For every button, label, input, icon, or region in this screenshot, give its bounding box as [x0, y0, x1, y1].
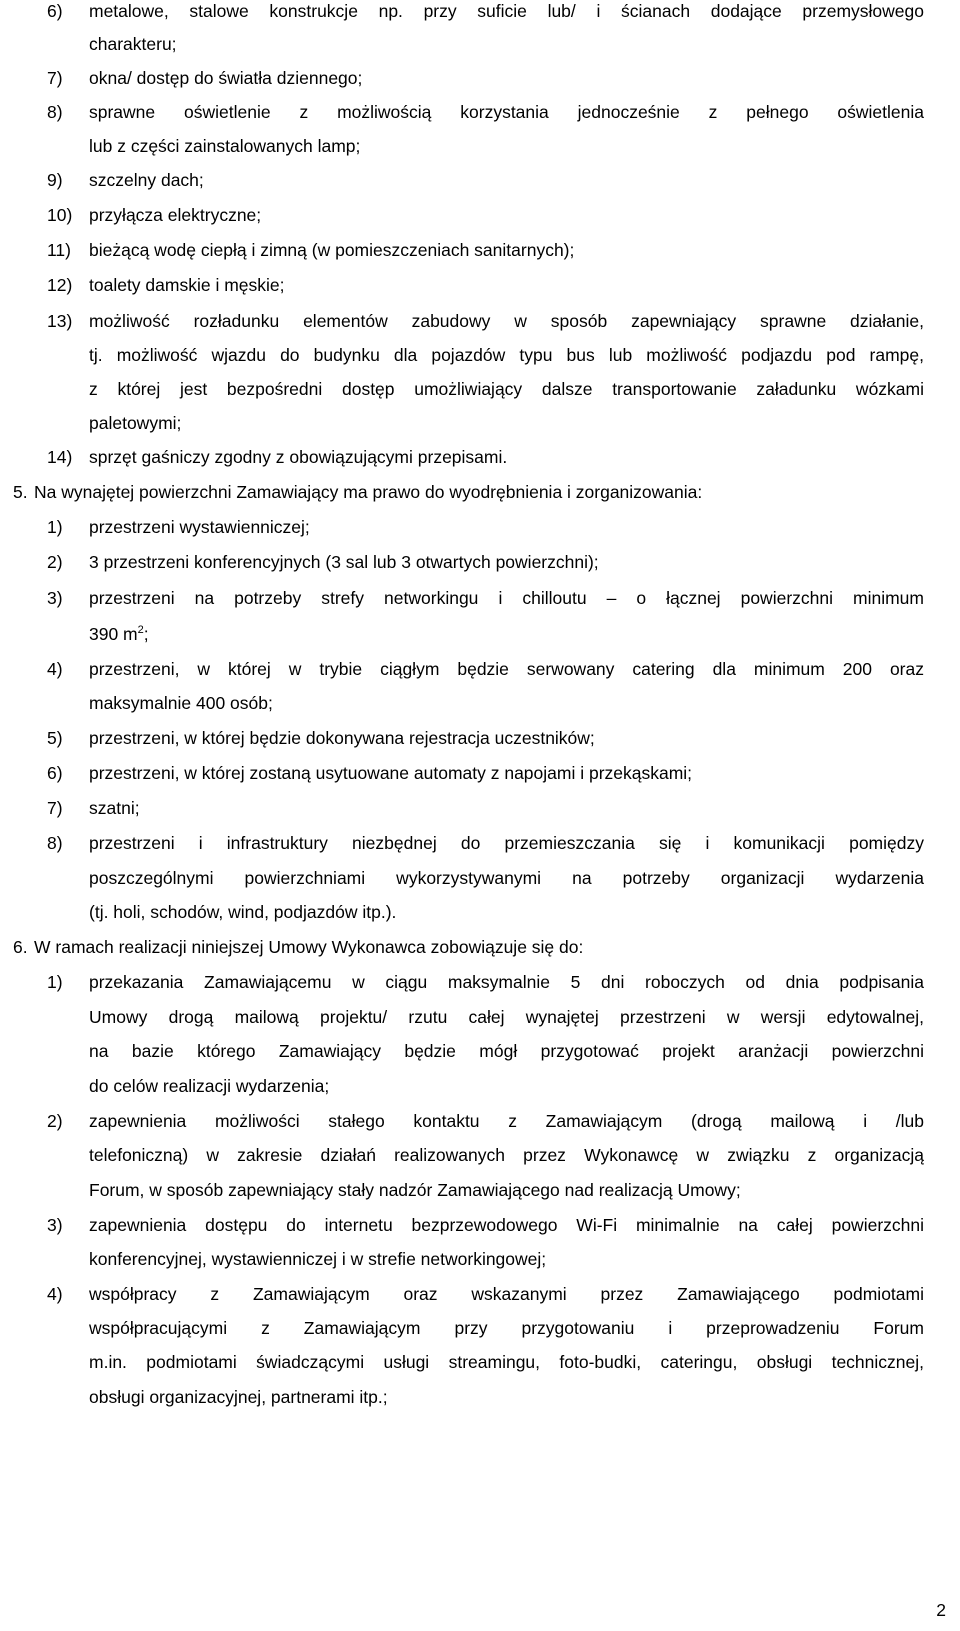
list-item-text: sprawne oświetlenie z możliwością korzystania jednocześnie z pełnego oświetlenia	[89, 102, 924, 122]
list-item-text: metalowe, stalowe konstrukcje np. przy suficie lub/ i ścianach dodające przemysłowego	[89, 1, 924, 21]
area-value: 390 m	[89, 624, 138, 644]
list-item-text: 3 przestrzeni konferencyjnych (3 sal lub 3 otwartych powierzchni);	[89, 552, 599, 572]
list-item-number: 13)	[47, 311, 73, 331]
list-item-text: na bazie którego Zamawiający będzie mógł przygotować projekt aranżacji powierzchni	[89, 1041, 924, 1061]
list-item-text: maksymalnie 400 osób;	[89, 693, 273, 713]
list-item-number: 2)	[47, 1111, 63, 1131]
list-item-text: telefoniczną) w zakresie działań realizowanych przez Wykonawcę w związku z organizacją	[89, 1145, 924, 1165]
section-number: 6.	[13, 937, 28, 957]
list-item-text: zapewnienia dostępu do internetu bezprzewodowego Wi-Fi minimalnie na całej powierzchni	[89, 1215, 924, 1235]
list-item-text: do celów realizacji wydarzenia;	[89, 1076, 330, 1096]
list-item-text: przestrzeni, w której będzie dokonywana rejestracja uczestników;	[89, 728, 595, 748]
list-item-text: współpracy z Zamawiającym oraz wskazanymi przez Zamawiającego podmiotami	[89, 1284, 924, 1304]
list-item-number: 8)	[47, 102, 63, 122]
list-item-text: obsługi organizacyjnej, partnerami itp.;	[89, 1387, 388, 1407]
list-item-text: współpracującymi z Zamawiającym przy przygotowaniu i przeprowadzeniu Forum	[89, 1318, 924, 1338]
list-item-text: przestrzeni, w której w trybie ciągłym będzie serwowany catering dla minimum 200 oraz	[89, 659, 924, 679]
list-item-text: przestrzeni na potrzeby strefy networkingu i chilloutu – o łącznej powierzchni minimum	[89, 588, 924, 608]
list-item-text: lub z części zainstalowanych lamp;	[89, 136, 361, 156]
list-item-text: przyłącza elektryczne;	[89, 205, 262, 225]
list-item-text: konferencyjnej, wystawienniczej i w strefie networkingowej;	[89, 1249, 547, 1269]
list-item-number: 12)	[47, 275, 73, 295]
list-item-number: 8)	[47, 833, 63, 853]
list-item-number: 1)	[47, 972, 63, 992]
list-item-text: Forum, w sposób zapewniający stały nadzór Zamawiającego nad realizacją Umowy;	[89, 1180, 741, 1200]
list-item-number: 4)	[47, 659, 63, 679]
list-item-text: charakteru;	[89, 34, 177, 54]
area-unit-exponent: 2	[137, 624, 144, 636]
list-item-number: 14)	[47, 447, 73, 467]
list-item-text	[89, 623, 924, 645]
list-item-text: przestrzeni wystawienniczej;	[89, 517, 310, 537]
list-item-text: Umowy drogą mailową projektu/ rzutu całej wynajętej przestrzeni w wersji edytowalnej,	[89, 1007, 924, 1027]
list-item-number: 5)	[47, 728, 63, 748]
list-item-number: 6)	[47, 763, 63, 783]
list-item-text: sprzęt gaśniczy zgodny z obowiązującymi przepisami.	[89, 447, 508, 467]
section-text: W ramach realizacji niniejszej Umowy Wykonawca zobowiązuje się do:	[34, 937, 584, 957]
section-text: Na wynajętej powierzchni Zamawiający ma prawo do wyodrębnienia i zorganizowania:	[34, 482, 703, 502]
list-item-number: 9)	[47, 170, 63, 190]
page-number: 2	[936, 1600, 946, 1620]
list-item-text: tj. możliwość wjazdu do budynku dla pojazdów typu bus lub możliwość podjazdu pod rampę,	[89, 345, 924, 365]
list-item-text: przestrzeni i infrastruktury niezbędnej do przemieszczania się i komunikacji pomiędzy	[89, 833, 924, 853]
list-item-number: 4)	[47, 1284, 63, 1304]
list-item-text: szczelny dach;	[89, 170, 204, 190]
list-item-text: z której jest bezpośredni dostęp umożliwiający dalsze transportowanie załadunku wózkami	[89, 379, 924, 399]
area-suffix: ;	[143, 624, 149, 644]
list-item-text: toalety damskie i męskie;	[89, 275, 285, 295]
list-item-text: paletowymi;	[89, 413, 182, 433]
list-item-number: 3)	[47, 588, 63, 608]
list-item-text: szatni;	[89, 798, 140, 818]
list-item-text: przestrzeni, w której zostaną usytuowane automaty z napojami i przekąskami;	[89, 763, 693, 783]
list-item-text: możliwość rozładunku elementów zabudowy w sposób zapewniający sprawne działanie,	[89, 311, 924, 331]
list-item-number: 7)	[47, 798, 63, 818]
list-item-number: 7)	[47, 68, 63, 88]
list-item-text: przekazania Zamawiającemu w ciągu maksymalnie 5 dni roboczych od dnia podpisania	[89, 972, 924, 992]
list-item-number: 10)	[47, 205, 73, 225]
list-item-number: 1)	[47, 517, 63, 537]
section-number: 5.	[13, 482, 28, 502]
list-item-text: bieżącą wodę ciepłą i zimną (w pomieszczeniach sanitarnych);	[89, 240, 575, 260]
list-item-text: poszczególnymi powierzchniami wykorzystywanymi na potrzeby organizacji wydarzenia	[89, 868, 924, 888]
list-item-text: okna/ dostęp do światła dziennego;	[89, 68, 363, 88]
list-item-number: 11)	[47, 240, 71, 260]
list-item-text: zapewnienia możliwości stałego kontaktu z Zamawiającym (drogą mailową i /lub	[89, 1111, 924, 1131]
list-item-number: 3)	[47, 1215, 63, 1235]
list-item-text: m.in. podmiotami świadczącymi usługi streamingu, foto-budki, cateringu, obsługi technicznej,	[89, 1352, 924, 1372]
list-item-number: 2)	[47, 552, 63, 572]
list-item-text: (tj. holi, schodów, wind, podjazdów itp.).	[89, 902, 397, 922]
list-item-number: 6)	[47, 1, 63, 21]
